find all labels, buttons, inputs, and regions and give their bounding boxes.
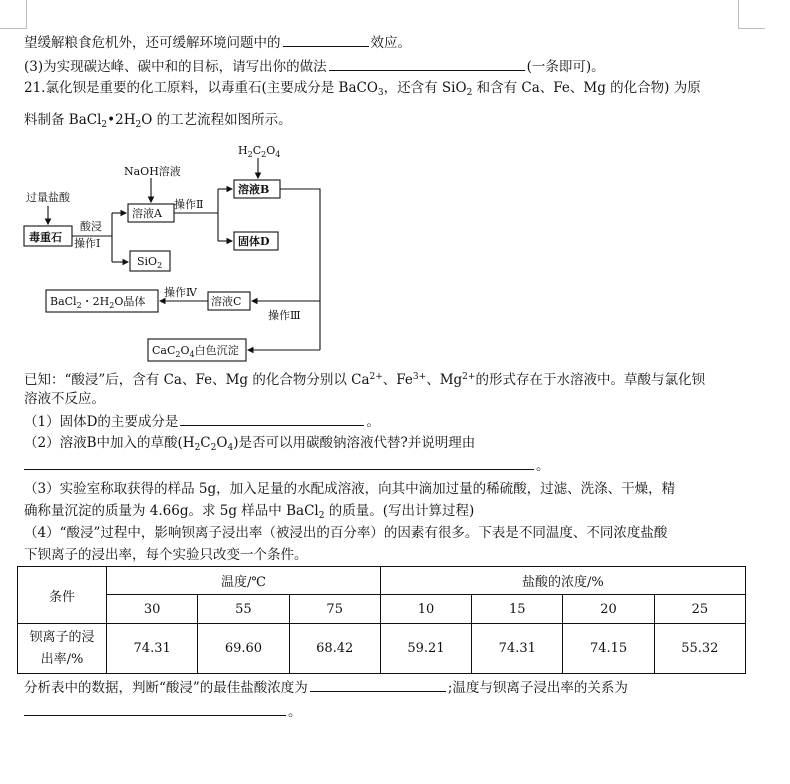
answer-blank[interactable]: [24, 701, 286, 716]
rate-value: 59.21: [380, 624, 471, 674]
text: 、Fe: [382, 372, 413, 388]
conc-value: 20: [563, 595, 654, 624]
text: 的形式存在于水溶液中。草酸与氯化钡: [475, 372, 705, 388]
answer-blank[interactable]: [283, 32, 369, 47]
analysis-line: [24, 677, 628, 698]
text: )是否可以用碳酸钠溶液代替?并说明理由: [233, 435, 476, 451]
subscript: 4: [227, 443, 234, 453]
text: 效应。: [370, 35, 411, 51]
operation-3-label: 操作Ⅲ: [268, 309, 301, 322]
text: 分析表中的数据，判断“酸浸”的最佳盐酸浓度为: [24, 680, 308, 696]
conc-value: 25: [654, 595, 745, 624]
product-label: BaCl$_2$・$2H_2O$晶体: [50, 295, 146, 310]
answer-blank[interactable]: [329, 56, 525, 71]
text: 、Mg: [426, 372, 463, 388]
conc-value: 10: [380, 595, 471, 624]
text: ;温度与钡离子浸出率的关系为: [447, 680, 628, 696]
text: 料制备 BaCl: [24, 112, 102, 128]
conc-value: 15: [472, 595, 563, 624]
question-21-line-1: [24, 78, 701, 103]
temp-value: 30: [107, 595, 198, 624]
operation-2-label: 操作Ⅱ: [174, 198, 204, 211]
text: 。: [288, 704, 302, 720]
solution-b-label: 溶液B: [238, 183, 270, 196]
question-21-line-2: [24, 110, 292, 135]
reagent-naoh-label: NaOH溶液: [124, 165, 181, 178]
text: (3)为实现碳达峰、碳中和的目标，请写出你的做法: [24, 59, 327, 75]
condition-header: 条件: [18, 567, 107, 624]
text-line-1: [24, 32, 411, 53]
text: O 的工艺流程如图所示。: [141, 112, 292, 128]
text: （2）溶液B中加入的草酸(H: [24, 435, 195, 451]
superscript: 3+: [412, 372, 427, 382]
rate-value: 74.31: [107, 624, 198, 674]
rate-value: 69.60: [198, 624, 289, 674]
process-flow-diagram: [18, 138, 338, 366]
text: 的质量。(写出计算过程): [324, 503, 475, 519]
text: （3）实验室称取获得的样品 5g，加入足量的水配成溶液，向其中滴加过量的稀硫酸，过滤、洗涤、干燥，精: [24, 481, 676, 497]
solution-a-label: 溶液A: [132, 207, 162, 220]
text: 和含有 Ca、Fe、Mg 的化合物) 为原: [472, 80, 701, 96]
text: 出率/%: [40, 651, 84, 667]
operation-1-label: 操作Ⅰ: [74, 237, 101, 250]
rate-row-label: [18, 624, 107, 674]
solution-c-label: 溶液C: [211, 295, 242, 308]
text: 。: [366, 414, 380, 430]
text: •2H: [107, 112, 136, 128]
page-corner-mark: [0, 0, 27, 29]
text: 下钡离子的浸出率，每个实验只改变一个条件。: [24, 547, 308, 563]
subscript: 2: [466, 88, 473, 98]
subscript: 2: [135, 120, 142, 130]
text: O: [216, 435, 228, 451]
temperature-header: 温度/℃: [107, 567, 381, 595]
text: (一条即可)。: [526, 59, 605, 75]
leaching-rate-table: [17, 566, 746, 674]
text: （1）固体D的主要成分是: [24, 414, 179, 430]
reagent-h2c2o4-label: $H_2C_2O_4$: [238, 144, 281, 159]
analysis-answer-line: [24, 701, 302, 722]
rate-value: 55.32: [654, 624, 745, 674]
question-4-line-2: [24, 545, 308, 565]
text: 已知：“酸浸”后，含有 Ca、Fe、Mg 的化合物分别以 Ca: [24, 372, 370, 388]
solid-d-label: 固体D: [238, 235, 270, 248]
sio2-label: SiO$_2$: [137, 255, 163, 270]
text: C: [200, 435, 211, 451]
known-line-1: [24, 367, 705, 390]
question-4-line-1: [24, 523, 667, 543]
operation-4-label: 操作Ⅳ: [164, 286, 197, 299]
text: 。: [536, 458, 550, 474]
text: 溶液不反应。: [24, 391, 105, 407]
concentration-header: 盐酸的浓度/%: [380, 567, 745, 595]
text: 确称量沉淀的质量为 4.66g。求 5g 样品中 BaCl: [24, 503, 319, 519]
text: 钡离子的浸: [29, 629, 95, 645]
subscript: 2: [210, 443, 217, 453]
text-line-2: [24, 56, 605, 77]
acid-leach-label: 酸浸: [80, 220, 102, 233]
answer-blank[interactable]: [180, 411, 364, 426]
subscript: 3: [377, 88, 384, 98]
text: （4）“酸浸”过程中，影响钡离子浸出率（被浸出的百分率）的因素有很多。下表是不同温度、不同浓度盐酸: [24, 525, 668, 541]
subscript: 2: [101, 120, 108, 130]
superscript: 2+: [462, 372, 476, 382]
answer-blank[interactable]: [310, 677, 446, 692]
rate-value: 68.42: [289, 624, 380, 674]
reagent-hcl-label: 过量盐酸: [26, 191, 70, 204]
text: 望缓解粮食危机外，还可缓解环境问题中的: [24, 35, 281, 51]
temp-value: 75: [289, 595, 380, 624]
rate-value: 74.31: [472, 624, 563, 674]
temp-value: 55: [198, 595, 289, 624]
page-corner-mark: [738, 0, 765, 29]
superscript: 2+: [369, 372, 383, 382]
answer-blank[interactable]: [24, 455, 534, 470]
precipitate-label: $CaC_2O_4$白色沉淀: [152, 344, 239, 359]
text: 21.氯化钡是重要的化工原料，以毒重石(主要成分是 BaCO: [24, 80, 378, 96]
rate-value: 74.15: [563, 624, 654, 674]
ore-label: 毒重石: [29, 231, 62, 244]
text: ，还含有 SiO: [383, 80, 467, 96]
question-1: [24, 411, 380, 432]
subscript: 2: [194, 443, 201, 453]
known-line-2: [24, 389, 105, 409]
subscript: 2: [318, 511, 325, 521]
question-2-answer-line: [24, 455, 550, 476]
question-3-line-1: [24, 479, 675, 499]
